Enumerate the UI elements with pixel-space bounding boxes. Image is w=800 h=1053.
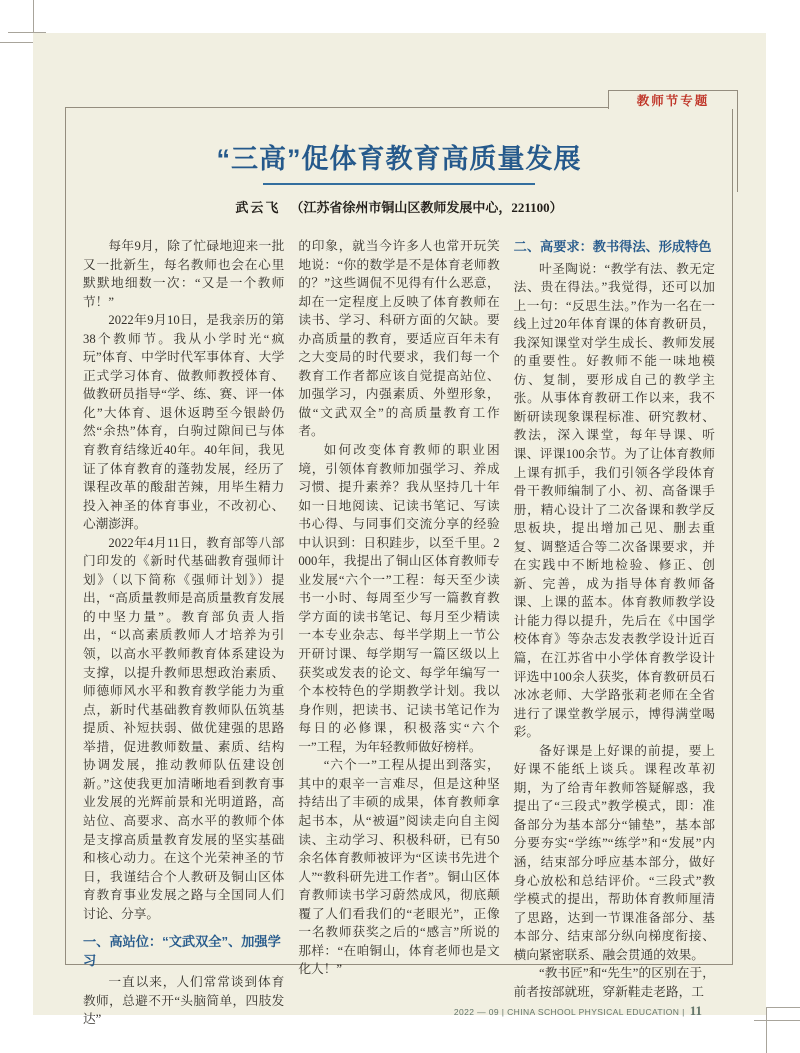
section-heading-2: 二、高要求：教书得法、形成特色 [513, 239, 712, 254]
title-divider [263, 183, 535, 185]
crop-mark-bottom-right-horizontal [754, 1020, 800, 1021]
paragraph: “六个一”工程从提出到落实，其中的艰辛一言难尽，但是这种坚持结出了丰硕的成果，体育教师拿起书本，从“被逼”阅读走向自主阅读、主动学习、积极科研，已有50余名体育教师被评为“区读书先进个人”“教科研先进工作者”。铜山区体育教师读书学习蔚然成风，彻底颠覆了人们看我们的“老眼光”，正像一名教师获奖之后的“感言”所说的那样：“在咱铜山，体育老师也是文化人！” [298, 758, 500, 977]
column-3 [514, 237, 715, 1029]
author-affiliation: （江苏省徐州市铜山区教师发展中心，221100） [290, 200, 563, 215]
section-heading-1: 一、高站位：“文武双全”、加强学习 [83, 934, 281, 968]
crop-mark-bottom-right-horizontal-2 [766, 1007, 800, 1008]
paragraph: 的印象，就当今许多人也常开玩笑地说：“你的数学是不是体育老师教的？”这些调侃不见得有什么恶意，却在一定程度上反映了体育教师在读书、学习、科研方面的欠缺。要办高质量的教育，要适应百年未有之大变局的时代要求，我们每一个教育工作者都应该自觉提高站位、加强学习，内强素质、外塑形象，做“文武双全”的高质量教育工作者。 [298, 239, 500, 439]
paragraph: 叶圣陶说：“教学有法、教无定法、贵在得法。”我觉得，还可以加上一句：“反思生法。”作为一名在一线上过20年体育课的体育教研员，我深知课堂对学生成长、教师发展的重要性。好教师不能一味地模仿、复制，要形成自己的教学主张。从事体育教研工作以来，我不断研读现象课程标准、研究教材、教法，深入课堂，每年导课、听课、评课100余节。为了让体育教师上课有抓手，我们引领各学段体育骨干教师编制了小、初、高备课手册，精心设计了二次备课和教学反思板块，提出增加己见、删去重复、调整适合等二次备课要求，并在实践中不断地检验、修正、创新、完善，成为指导体育教师备课、上课的蓝本。体育教师教学设计能力得以提升，先后在《中国学校体育》等杂志发表教学设计近百篇，在江苏省中小学体育教学设计评选中100余人获奖，体育教研员石冰冰老师、大学路张莉老师在全省进行了课堂教学展示，博得满堂喝彩。 [513, 261, 715, 740]
article-title: “三高”促体育教育高质量发展 [216, 144, 582, 174]
badge-border-tail [737, 108, 738, 192]
page-number: 11 [689, 1003, 702, 1018]
byline [66, 197, 732, 216]
paragraph: 一直以来，人们常常谈到体育教师，总避不开“头脑简单，四肢发达” [83, 975, 285, 1027]
page-footer [454, 1003, 702, 1019]
issue-info: 2022 — 09 | CHINA SCHOOL PHYSICAL EDUCATION | [453, 1007, 685, 1017]
crop-mark-top-left-horizontal-2 [0, 42, 34, 43]
paragraph: 每年9月，除了忙碌地迎来一批又一批新生，每名教师也会在心里默默地细数一次：“又是一个教师节！” [83, 239, 285, 309]
paragraph: 备好课是上好课的前提，要上好课不能纸上谈兵。课程改革初期，为了给青年教师答疑解惑，我提出了“三段式”教学模式，即：准备部分为基本部分“铺垫”，基本部分要夯实“学练”“练学”和“发展”内涵，结束部分呼应基本部分，做好身心放松和总结评价。“三段式”教学模式的提出，帮助体育教师厘清了思路，达到一节课准备部分、基本部分、结束部分纵向梯度衔接、横向紧密联系、融会贯通的效果。 [513, 743, 715, 962]
column-1 [83, 237, 284, 1029]
paragraph: 如何改变体育教师的职业困境，引领体育教师加强学习、养成习惯、提升素养？我从坚持几十年如一日地阅读、记读书笔记、写读书心得、与同事们交流分享的经验中认识到：日积跬步，以至千里。2000年，我提出了铜山区体育教师专业发展“六个一”工程：每天至少读书一小时、每周至少写一篇教育教学方面的读书笔记、每月至少精读一本专业杂志、每半学期上一节公开研讨课、每学期写一篇区级以上获奖或发表的论文、每学年编写一个本校特色的学期教学计划。我以身作则，把读书、记读书笔记作为每日的必修课，积极落实“六个一”工程，为年轻教师做好榜样。 [298, 443, 500, 754]
column-2 [298, 237, 499, 1029]
paragraph: 2022年9月10日，是我亲历的第38个教师节。我从小学时光“疯玩”体育、中学时代军事体育、大学正式学习体育、做教师教授体育、做教研员指导“学、练、赛、评一体化”大体育、退休返聘至今银龄仍然“余热”体育，白驹过隙间已与体育教育结缘近40年。40年间，我见证了体育教育的蓬勃发展，经历了课程改革的酸甜苦辣，用毕生精力投入神圣的体育事业，不改初心、心潮澎湃。 [83, 313, 285, 532]
topic-badge-label: 教师节专题 [636, 94, 710, 108]
article-body [66, 237, 732, 1029]
paragraph: “教书匠”和“先生”的区别在于，前者按部就班，穿新鞋走老路，工 [513, 966, 715, 999]
author-name: 武云飞 [235, 200, 281, 215]
paragraph: 2022年4月11日，教育部等八部门印发的《新时代基础教育强师计划》（以下简称《强师计划》）提出，“高质量教师是高质量教育发展的中坚力量”。教育部负责人指出，“以高素质教师人才培养为引领，以高水平教师教育体系建设为支撑，以提升教师思想政治素质、师德师风水平和教育教学能力为重点，新时代基础教育教师队伍筑基提质、补短扶弱、做优建强的思路举措，促进教师数量、素质、结构协调发展，推动教师队伍建设创新。”这使我更加清晰地看到教育事业发展的光辉前景和光明道路，高站位、高要求、高水平的教师个体是支撑高质量教育发展的坚实基础和核心动力。在这个光荣神圣的节日，我谨结合个人教研及铜山区体育教育事业发展之路与全国同人们讨论、分享。 [83, 535, 285, 921]
magazine-page [33, 33, 766, 1027]
crop-mark-bottom-right-vertical [766, 1007, 767, 1053]
topic-badge [608, 90, 738, 109]
